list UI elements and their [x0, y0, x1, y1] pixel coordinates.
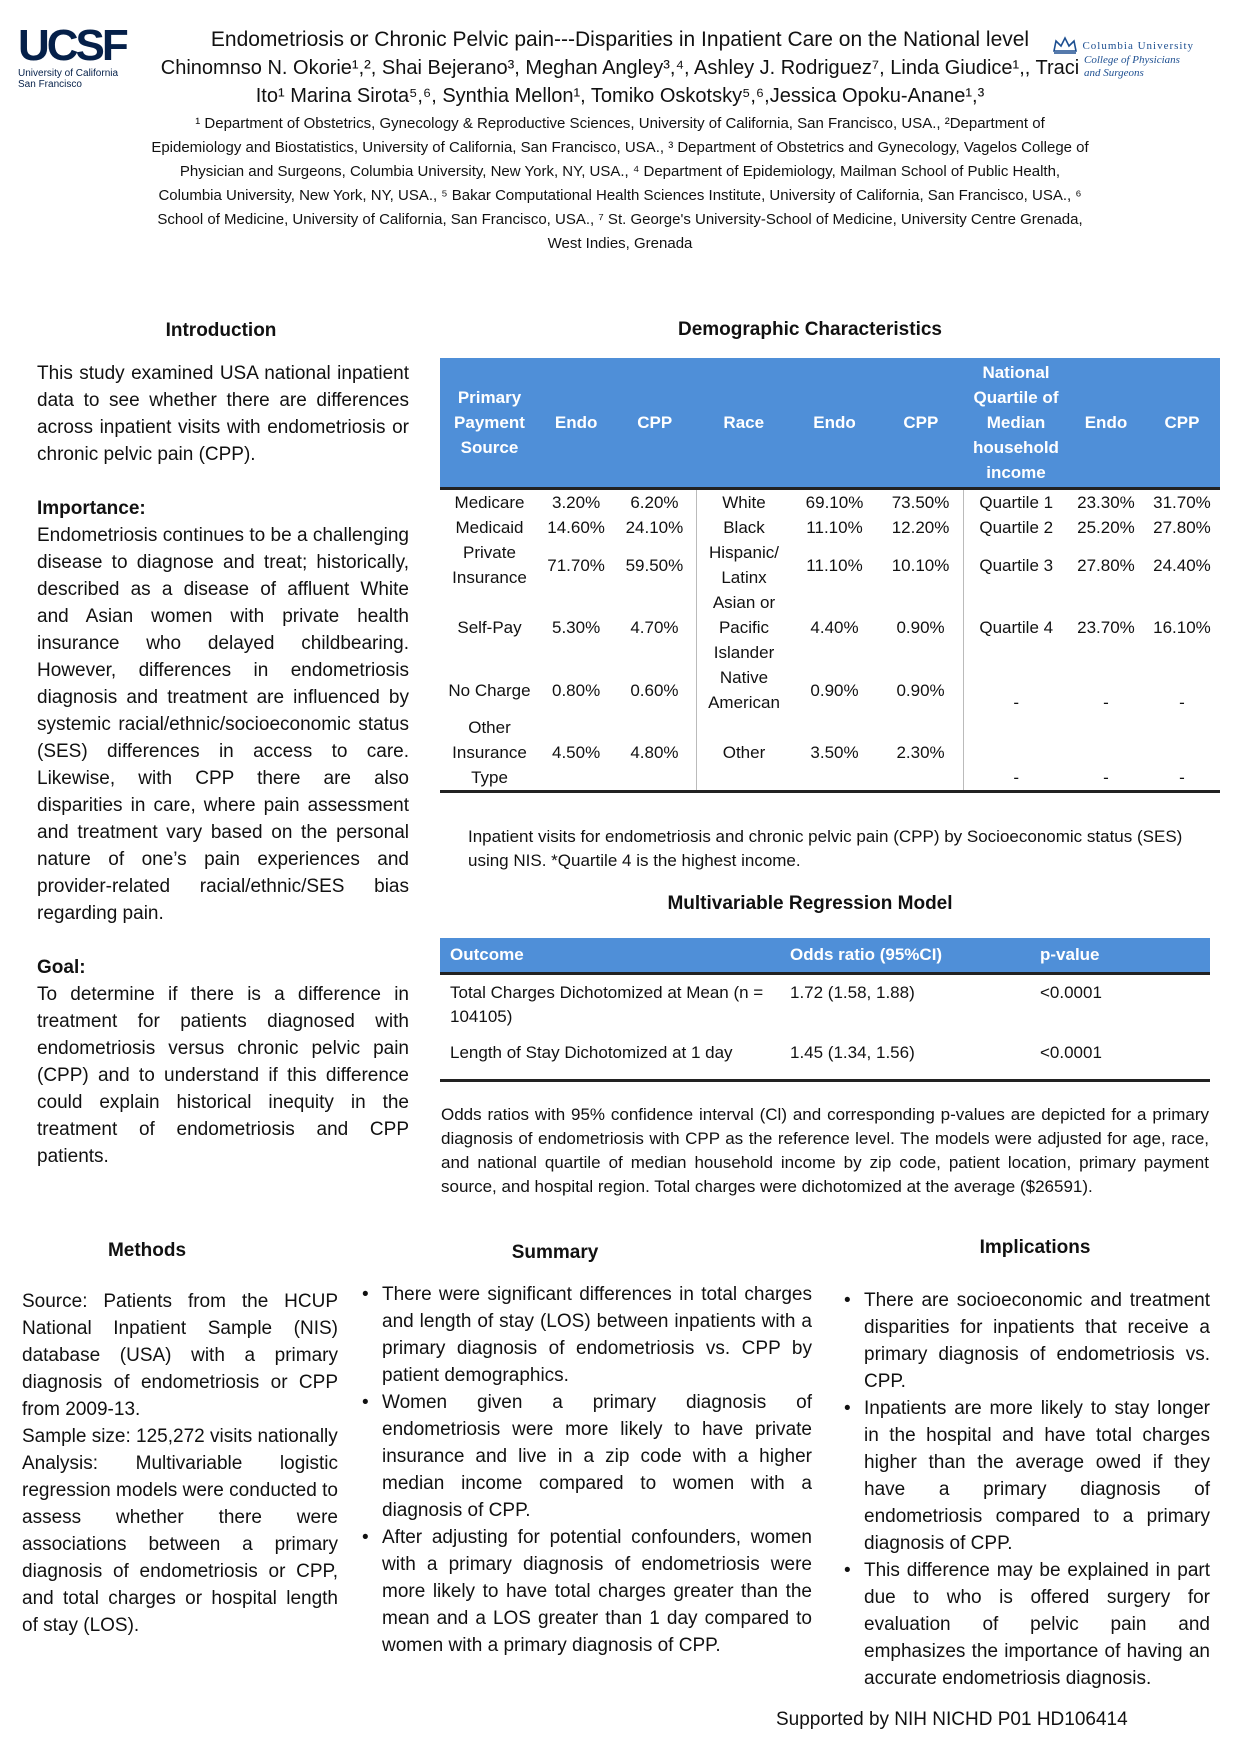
introduction-heading: Introduction: [165, 320, 277, 341]
table-cell: Other Insurance Type: [440, 715, 539, 792]
table-cell: Other: [696, 715, 791, 792]
table-cell: Private Insurance: [452, 543, 527, 587]
table-cell: 73.50%: [878, 489, 964, 516]
table-cell: -: [1179, 693, 1185, 712]
table-cell: 4.40%: [810, 618, 859, 637]
header-endo: Endo: [539, 358, 613, 489]
methods-analysis: Analysis: Multivariable logistic regression models were conducted to assess whether there were associations between a primary diagnosis of endometriosis or CPP, and total charges or hospital length of stay (LOS).: [22, 1453, 338, 1636]
table-row: [440, 665, 1220, 715]
poster-authors: Chinomnso N. Okorie¹,², Shai Bejerano³, Meghan Angley³,⁴, Ashley J. Rodriguez⁷, Linda Giudice¹,, Traci Ito¹ Marina Sirota⁵,⁶, Synthia Mellon¹, Tomiko Oskotsky⁵,⁶,Jessica Opoku-Anane¹,³: [160, 57, 1080, 107]
table-cell: 23.70%: [1077, 618, 1135, 637]
header-income-quartile: National Quartile of Median household income: [964, 358, 1068, 489]
table-cell: 23.30%: [1068, 489, 1144, 516]
header-cpp: CPP: [1144, 358, 1220, 489]
table-cell: 69.10%: [791, 489, 877, 516]
table-row: [440, 489, 1220, 516]
ucsf-wordmark: UCSF: [18, 21, 126, 70]
table-cell: -: [964, 715, 1068, 792]
implications-bullet: • There are socioeconomic and treatment disparities for inpatients that receive a primary diagnosis of endometriosis vs. CPP.: [864, 1287, 1210, 1395]
table-cell: 0.90%: [896, 618, 945, 637]
table-row: [440, 1035, 1210, 1081]
funding-note: Supported by NIH NICHD P01 HD106414: [776, 1709, 1128, 1730]
ucsf-logo: [18, 21, 128, 90]
implications-bullet: • This difference may be explained in part due to who is offered surgery for evaluation of pelvic pain and emphasizes the importance of having an accurate endometriosis diagnosis.: [864, 1557, 1210, 1692]
table-cell: -: [964, 665, 1068, 715]
header-race: Race: [696, 358, 791, 489]
table-cell: 71.70%: [547, 555, 605, 575]
table-header-row: [440, 938, 1210, 974]
poster-affiliations: ¹ Department of Obstetrics, Gynecology & Reproductive Sciences, University of California, San Francisco, USA., ²Department of Epidemiology and Biostatistics, University of California, San Francisco, USA., ³ Department of Obstetrics and Gynecology, Vagelos College of Physician and Surgeons, Columbia University, New York, NY, USA., ⁴ Department of Epidemiology, Mailman School of Public Health, Columbia University, New York, NY, USA., ⁵ Bakar Computational Health Sciences Institute, University of California, San Francisco, USA., ⁶ School of Medicine, University of California, San Francisco, USA., ⁷ St. George's University-School of Medicine, University Centre Grenada, West Indies, Grenada: [151, 115, 1089, 252]
summary-heading: Summary: [511, 1242, 599, 1263]
table-cell: 2.30%: [878, 715, 964, 792]
table-cell: Quartile 2: [964, 515, 1068, 540]
regression-caption: Odds ratios with 95% confidence interval (Cl) and corresponding p-values are depicted for a primary diagnosis of endometriosis with CPP as the reference level. The models were adjusted for age, race, and national quartile of median household income by zip code, patient location, primary payment source, and hospital region. Total charges were dichotomized at the average ($26591).: [441, 1105, 1209, 1196]
methods-heading: Methods: [107, 1240, 187, 1261]
table-cell: Quartile 4: [964, 590, 1068, 665]
table-cell: <0.0001: [1040, 983, 1102, 1002]
table-cell: Self-Pay: [457, 618, 522, 637]
table-cell: Quartile 1: [964, 489, 1068, 516]
regression-heading: Multivariable Regression Model: [667, 893, 953, 914]
table-cell: Asian or Pacific Islander: [696, 590, 791, 665]
table-cell: 1.45 (1.34, 1.56): [780, 1035, 1030, 1081]
table-cell: 31.70%: [1144, 489, 1220, 516]
title-block: [150, 26, 1090, 256]
table-cell: 1.72 (1.58, 1.88): [790, 983, 915, 1002]
table-cell: -: [1103, 693, 1109, 712]
table-cell: 24.10%: [625, 518, 684, 537]
table-cell: Total Charges Dichotomized at Mean (n = 104105): [450, 983, 764, 1026]
table-cell: Black: [696, 515, 791, 540]
implications-section: [842, 1287, 1210, 1692]
table-cell: <0.0001: [1030, 1035, 1210, 1081]
demographics-table: [440, 358, 1220, 793]
header-payment-source: Primary Payment Source: [440, 358, 539, 489]
table-cell: 5.30%: [552, 618, 601, 637]
introduction-text: This study examined USA national inpatient data to see whether there are differences across inpatient visits with endometriosis or chronic pelvic pain (CPP).: [37, 363, 409, 465]
introduction-section: [37, 360, 409, 1170]
table-cell: 6.20%: [613, 489, 696, 516]
table-cell: 14.60%: [547, 518, 605, 537]
implications-bullet: • Inpatients are more likely to stay longer in the hospital and have total charges higher than the average owed if they have a primary diagnosis of endometriosis compared to a primary diagnosis of CPP.: [864, 1395, 1210, 1557]
demographics-heading: Demographic Characteristics: [678, 319, 942, 340]
table-cell: 4.50%: [539, 715, 613, 792]
table-cell: 0.90%: [810, 680, 859, 700]
table-cell: 24.40%: [1153, 555, 1211, 575]
columbia-name: Columbia University: [1082, 40, 1195, 52]
table-cell: Native American: [696, 665, 791, 715]
table-cell: 27.80%: [1077, 555, 1135, 575]
poster-title: Endometriosis or Chronic Pelvic pain---Disparities in Inpatient Care on the National level: [210, 28, 1030, 51]
methods-sample: Sample size: 125,272 visits nationally: [22, 1426, 338, 1447]
table-row: [440, 715, 1220, 792]
header-cpp: CPP: [613, 358, 696, 489]
table-header-row: [440, 358, 1220, 489]
goal-label: Goal:: [37, 957, 86, 978]
ucsf-subtitle: University of California San Francisco: [18, 68, 119, 90]
header-outcome: Outcome: [440, 938, 780, 974]
table-cell: Hispanic/ Latinx: [696, 540, 791, 590]
implications-heading: Implications: [979, 1237, 1091, 1258]
regression-table: [440, 938, 1210, 1082]
summary-section: [360, 1281, 812, 1659]
header-odds-ratio: Odds ratio (95%CI): [780, 938, 1030, 974]
table-cell: 0.90%: [896, 680, 945, 700]
table-cell: 4.70%: [630, 618, 679, 637]
header-p-value: p-value: [1030, 938, 1210, 974]
table-row: [440, 590, 1220, 665]
table-cell: 3.20%: [539, 489, 613, 516]
header-endo: Endo: [1068, 358, 1144, 489]
table-cell: Quartile 3: [964, 540, 1068, 590]
goal-text: To determine if there is a difference in treatment for patients diagnosed with endometriosis versus chronic pelvic pain (CPP) and to understand if this difference could explain historical inequity in the treatment of endometriosis and CPP patients.: [37, 984, 409, 1167]
summary-bullet: • There were significant differences in total charges and length of stay (LOS) between inpatients with a primary diagnosis of endometriosis vs. CPP by patient demographics.: [382, 1281, 812, 1389]
methods-section: [22, 1288, 338, 1639]
demographics-caption: Inpatient visits for endometriosis and chronic pelvic pain (CPP) by Socioeconomic status (SES) using NIS. *Quartile 4 is the highest income.: [468, 827, 1183, 870]
table-row: [440, 515, 1220, 540]
importance-text: Endometriosis continues to be a challenging disease to diagnose and treat; historically, described as a disease of affluent White and Asian women with private health insurance who delayed childbearing. However, differences in endometriosis diagnosis and treatment are influenced by systemic racial/ethnic/socioeconomic status (SES) differences in access to care. Likewise, with CPP there are also disparities in care, where pain assessment and treatment vary based on the personal nature of one’s pain experiences and provider-related racial/ethnic/SES bias regarding pain.: [37, 525, 409, 924]
importance-label: Importance:: [37, 498, 146, 519]
table-row: [440, 540, 1220, 590]
table-cell: 11.10%: [806, 518, 863, 537]
table-cell: 4.80%: [613, 715, 696, 792]
header-cpp: CPP: [878, 358, 964, 489]
summary-bullet: • After adjusting for potential confounders, women with a primary diagnosis of endometriosis were more likely to have total charges greater than the mean and a LOS greater than 1 day compared to women with a primary diagnosis of CPP.: [382, 1524, 812, 1659]
table-cell: 59.50%: [625, 555, 684, 575]
table-cell: Medicaid: [455, 518, 524, 537]
table-cell: 16.10%: [1153, 618, 1211, 637]
table-cell: -: [1144, 715, 1220, 792]
methods-source: Source: Patients from the HCUP National Inpatient Sample (NIS) database (USA) with a primary diagnosis of endometriosis or CPP from 2009-13.: [22, 1291, 338, 1420]
columbia-subtitle: College of Physicians and Surgeons: [1084, 54, 1180, 79]
table-cell: 0.60%: [630, 680, 679, 700]
table-cell: Medicare: [440, 489, 539, 516]
table-cell: No Charge: [448, 680, 531, 700]
table-row: [440, 974, 1210, 1036]
summary-bullet: • Women given a primary diagnosis of endometriosis were more likely to have private insurance and live in a zip code with a higher median income compared to women with a diagnosis of CPP.: [382, 1389, 812, 1524]
table-cell: 12.20%: [891, 518, 950, 537]
table-cell: 25.20%: [1077, 518, 1135, 537]
table-cell: -: [1068, 715, 1144, 792]
table-cell: 0.80%: [552, 680, 601, 700]
header-endo: Endo: [791, 358, 877, 489]
table-cell: 3.50%: [791, 715, 877, 792]
table-cell: White: [696, 489, 791, 516]
table-cell: 27.80%: [1153, 518, 1211, 537]
table-cell: 10.10%: [891, 555, 950, 575]
table-cell: Length of Stay Dichotomized at 1 day: [440, 1035, 780, 1081]
table-cell: 11.10%: [806, 555, 863, 575]
